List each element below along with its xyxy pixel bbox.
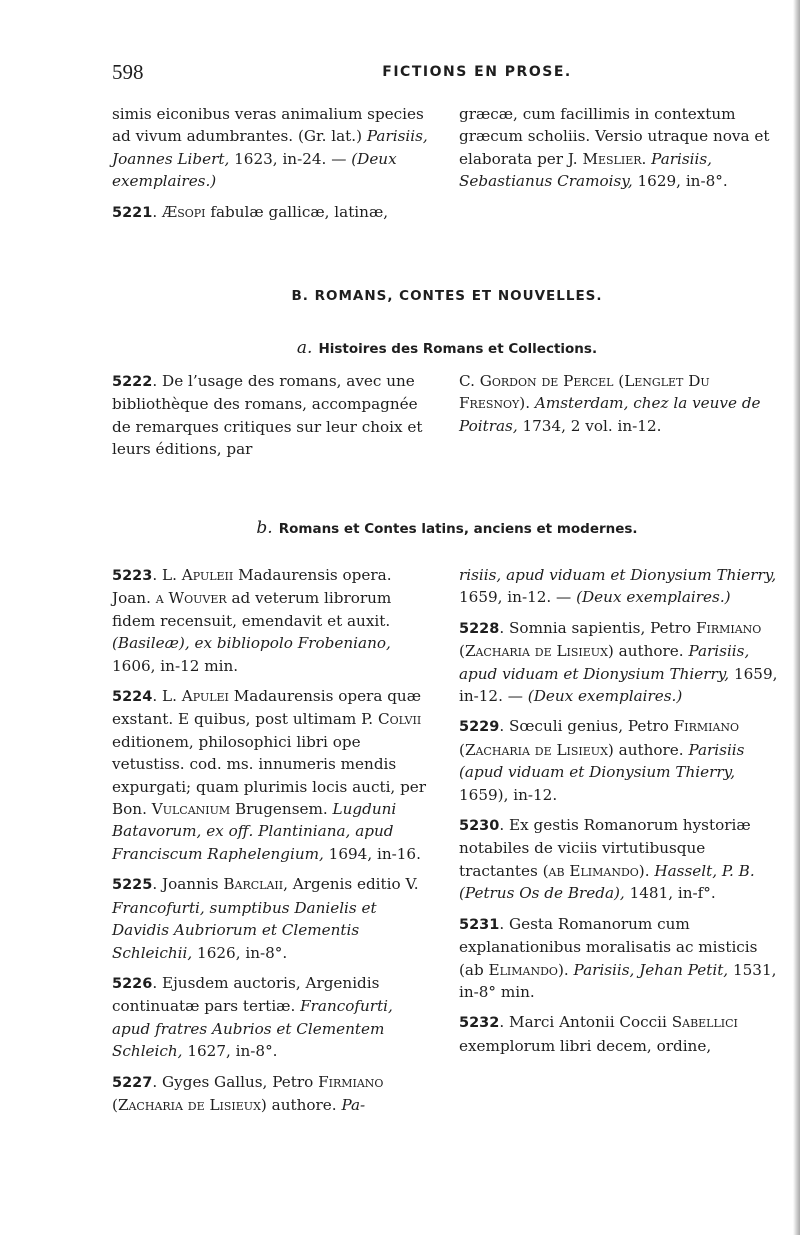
small-caps-name: Firmiano (695, 618, 762, 637)
small-caps-name: Apuleii (181, 566, 234, 584)
catalog-entry-5223: 5223. L. Apuleii Madaurensis opera. Joan. a Wouver ad veterum librorum fidem recensuit, emendavit et auxit. (Basileæ), ex bibliopolo Frobeniano, 1606, in-12 min. (112, 566, 392, 675)
bottom-left-column (112, 564, 434, 1116)
entry-number: 5223 (112, 568, 153, 584)
subsection-heading-b (112, 518, 782, 538)
section-heading: B. ROMANS, CONTES ET NOUVELLES. (291, 288, 603, 304)
italic-text: Parisiis, Sebastianus Cramoisy, (459, 149, 713, 191)
entry-text: Sœculi genius, Petro (509, 717, 674, 736)
small-caps-name: Firmiano (673, 717, 740, 736)
entry-text: ad veterum librorum fidem recensuit, emendavit et auxit. (112, 589, 392, 630)
page-edge (793, 0, 800, 1235)
entry-text: ). (638, 861, 655, 880)
catalog-entry-5221: 5221. Æsopi fabulæ gallicæ, latinæ, (112, 202, 389, 221)
entry-number: 5224 (112, 689, 153, 706)
entry-text: 1629, in-8°. (632, 172, 728, 191)
entry-text: græcæ, cum facillimis in contextum græcum scholiis. Versio utraque nova et elaborata per J. (459, 105, 770, 168)
entry-text: ( (459, 642, 465, 661)
italic-text: (Deux exemplaires.) (527, 687, 683, 706)
entry-text: 1659, in-12. — (459, 664, 778, 706)
small-caps-name: Firmiano (318, 1072, 384, 1091)
catalog-entry-5222c (459, 370, 782, 437)
catalog-entry-5231: 5231. Gesta Romanorum cum explanationibus moralisatis ac misticis (ab Elimando). Parisiis, Jehan Petit, 1531, in-8° min. (459, 914, 777, 1001)
entry-text: 1659), in-12. (459, 785, 558, 804)
entry-text: Madaurensis opera. Joan. (112, 566, 392, 608)
entry-number: 5226 (112, 975, 153, 992)
entry-text: 1626, in-8°. (192, 943, 288, 962)
catalog-entry-5230: 5230. Ex gestis Romanorum hystoriæ notabiles de viciis virtutibusque tractantes (ab Elimando). Hasselt, P. B. (Petrus Os de Breda), 1481, in-f°. (459, 816, 755, 903)
entry-text: ( (613, 372, 625, 390)
entry-text: simis eiconibus veras animalium species ad vivum adumbrantes. (Gr. lat.) (112, 105, 424, 146)
italic-text: risiis, apud viduam et Dionysium Thierry, (459, 566, 777, 584)
italic-text: Parisiis, Jehan Petit, (573, 960, 729, 979)
italic-text: Pa- (341, 1095, 366, 1114)
top-right-column (459, 103, 782, 193)
italic-text: Francofurti, apud fratres Aubrios et Clementem Schleich, (112, 997, 393, 1061)
small-caps-name: Zacharia de Lisieux (117, 1095, 261, 1114)
entry-text: L. (162, 687, 182, 706)
catalog-entry-5225: 5225. Joannis Barclaii, Argenis editio V. Francofurti, sumptibus Danielis et Davidis Aubriorum et Clementis Schleichii, 1626, in-8°. (112, 875, 419, 962)
page-number: 598 (112, 60, 144, 84)
catalog-entry-5227: 5227. Gyges Gallus, Petro Firmiano (Zacharia de Lisieux) authore. Pa- (112, 1072, 384, 1114)
entry-text: fabulæ gallicæ, latinæ, (205, 202, 389, 221)
entry-text: exemplorum libri decem, ordine, (459, 1036, 712, 1055)
subsection-heading-a (112, 338, 782, 358)
entry-text: Gesta Romanorum cum explanationibus moralisatis ac misticis (ab (459, 914, 758, 979)
entry-text: ( (459, 740, 465, 759)
small-caps-name: Gordon de Percel (479, 372, 614, 390)
small-caps-name: Lenglet Du Fresnoy (459, 372, 710, 413)
running-title: FICTIONS EN PROSE. (382, 64, 572, 80)
italic-text: Amsterdam, chez la veuve de Poitras, (459, 394, 761, 435)
entry-text: Gyges Gallus, Petro (162, 1072, 319, 1091)
entry-text: 1606, in-12 min. (112, 656, 239, 675)
catalog-entry-cont2 (459, 103, 782, 193)
entry-text: Somnia sapientis, Petro (509, 618, 696, 637)
entry-text: 1531, in-8° min. (459, 960, 777, 1001)
italic-text: (Deux exemplaires.) (112, 149, 397, 191)
entry-text: 1481, in-f°. (624, 884, 716, 903)
italic-text: Francofurti, sumptibus Danielis et Davidis Aubriorum et Clementis Schleichii, (112, 898, 377, 962)
entry-text: C. (459, 372, 480, 390)
mid-right-column (459, 370, 782, 437)
small-caps-name: Zacharia de Lisieux (464, 740, 608, 759)
entry-number: 5230 (459, 818, 500, 835)
entry-number: 5229 (459, 719, 500, 736)
italic-text: (Basileæ), ex bibliopolo Frobeniano, (112, 634, 391, 653)
mid-left-column (112, 370, 434, 461)
entry-number: 5221 (112, 204, 153, 221)
entry-text: Madaurensis opera quæ exstant. E quibus, post ultimam P. (112, 687, 421, 729)
entry-text: ) authore. (607, 642, 689, 661)
entry-text: 1623, in-24. — (229, 149, 352, 168)
entry-text: , Argenis editio V. (283, 875, 419, 894)
catalog-entry-5224: 5224. L. Apulei Madaurensis opera quæ exstant. E quibus, post ultimam P. Colvii editionem, philosophici libri ope vetustiss. cod. ms. innumeris mendis expurgati; quam plurimis locis aucti, per Bon. Vulcanium Brugensem. Lugduni Batavorum, ex off. Plantiniana, apud Franciscum Raphelengium, 1694, in-16. (112, 687, 427, 863)
entry-text: Ex gestis Romanorum hystoriæ notabiles de viciis virtutibusque tractantes ( (459, 816, 751, 880)
entry-text: Marci Antonii Coccii (509, 1013, 672, 1032)
bottom-right-column (459, 564, 782, 1057)
entry-number: 5228 (459, 620, 500, 637)
catalog-entry-5229: 5229. Sœculi genius, Petro Firmiano (Zacharia de Lisieux) authore. Parisiis (apud viduam et Dionysium Thierry, 1659), in-12. (459, 717, 745, 804)
entry-text: De l’usage des romans, avec une bibliothèque des romans, accompagnée de remarques critiques sur leur choix et leurs éditions, par (112, 372, 423, 459)
italic-text: Hasselt, P. B. (Petrus Os de Breda), (459, 861, 755, 903)
entry-text: Ejusdem auctoris, Argenidis continuatæ pars tertiæ. (112, 973, 380, 1016)
entry-text: 1659, in-12. — (459, 588, 577, 607)
small-caps-name: Vulcanium (151, 800, 231, 819)
entry-text: ( (112, 1095, 118, 1114)
entry-text: 1627, in-8°. (182, 1042, 278, 1061)
italic-text: Parisiis, apud viduam et Dionysium Thierry, (459, 642, 750, 683)
small-caps-name: Barclaii (223, 875, 284, 894)
italic-text: Lugduni Batavorum, ex off. Plantiniana, apud Franciscum Raphelengium, (112, 800, 397, 863)
entry-number: 5227 (112, 1074, 153, 1091)
page-header (112, 60, 782, 90)
small-caps-name: Meslier. (582, 149, 647, 168)
italic-text: (Deux exemplaires.) (576, 588, 731, 607)
subsection-letter: a. (296, 338, 313, 358)
small-caps-name: Zacharia de Lisieux (464, 642, 608, 661)
subsection-title: Histoires des Romans et Collections. (318, 341, 598, 357)
catalog-entry-5226: 5226. Ejusdem auctoris, Argenidis continuatæ pars tertiæ. Francofurti, apud fratres Aubrios et Clementem Schleich, 1627, in-8°. (112, 973, 393, 1061)
subsection-title: Romans et Contes latins, anciens et modernes. (278, 521, 638, 537)
entry-text: ). (557, 960, 574, 979)
entry-text: editionem, philosophici libri ope vetustiss. cod. ms. innumeris mendis expurgati; quam plurimis locis aucti, per Bon. (112, 732, 427, 819)
entry-text: 1694, in-16. (323, 844, 421, 863)
entry-text: 1734, 2 vol. in-12. (517, 416, 662, 435)
small-caps-name: Elimando (488, 960, 558, 979)
catalog-entry-cont (112, 103, 434, 193)
small-caps-name: Colvii (377, 710, 422, 729)
small-caps-name: Sabellici (671, 1013, 738, 1032)
top-left-column (112, 103, 434, 224)
small-caps-name: Apulei (181, 687, 229, 706)
entry-number: 5222 (112, 374, 153, 390)
entry-text: Brugensem. (230, 800, 333, 819)
entry-text: Joannis (162, 875, 224, 894)
entry-number: 5232 (459, 1015, 500, 1032)
small-caps-name: ab Elimando (548, 861, 639, 880)
catalog-entry-5222: 5222. De l’usage des romans, avec une bibliothèque des romans, accompagnée de remarques critiques sur leur choix et leurs éditions, par (112, 372, 423, 459)
catalog-entry-5227c (459, 564, 782, 609)
entry-number: 5231 (459, 916, 500, 933)
small-caps-name: a Wouver (155, 589, 227, 608)
entry-text: ). (519, 394, 535, 413)
entry-text: L. (162, 566, 182, 584)
italic-text: Parisiis (apud viduam et Dionysium Thierry, (459, 740, 745, 782)
entry-number: 5225 (112, 877, 153, 894)
small-caps-name: Æsopi (162, 202, 206, 221)
subsection-letter: b. (256, 518, 273, 538)
catalog-entry-5228: 5228. Somnia sapientis, Petro Firmiano (Zacharia de Lisieux) authore. Parisiis, apud viduam et Dionysium Thierry, 1659, in-12. — (Deux exemplaires.) (459, 618, 778, 706)
entry-text: ) authore. (607, 740, 689, 759)
catalog-entry-5232: 5232. Marci Antonii Coccii Sabellici exemplorum libri decem, ordine, (459, 1013, 738, 1055)
entry-text: ) authore. (260, 1095, 342, 1114)
italic-text: Parisiis, Joannes Libert, (112, 127, 428, 168)
